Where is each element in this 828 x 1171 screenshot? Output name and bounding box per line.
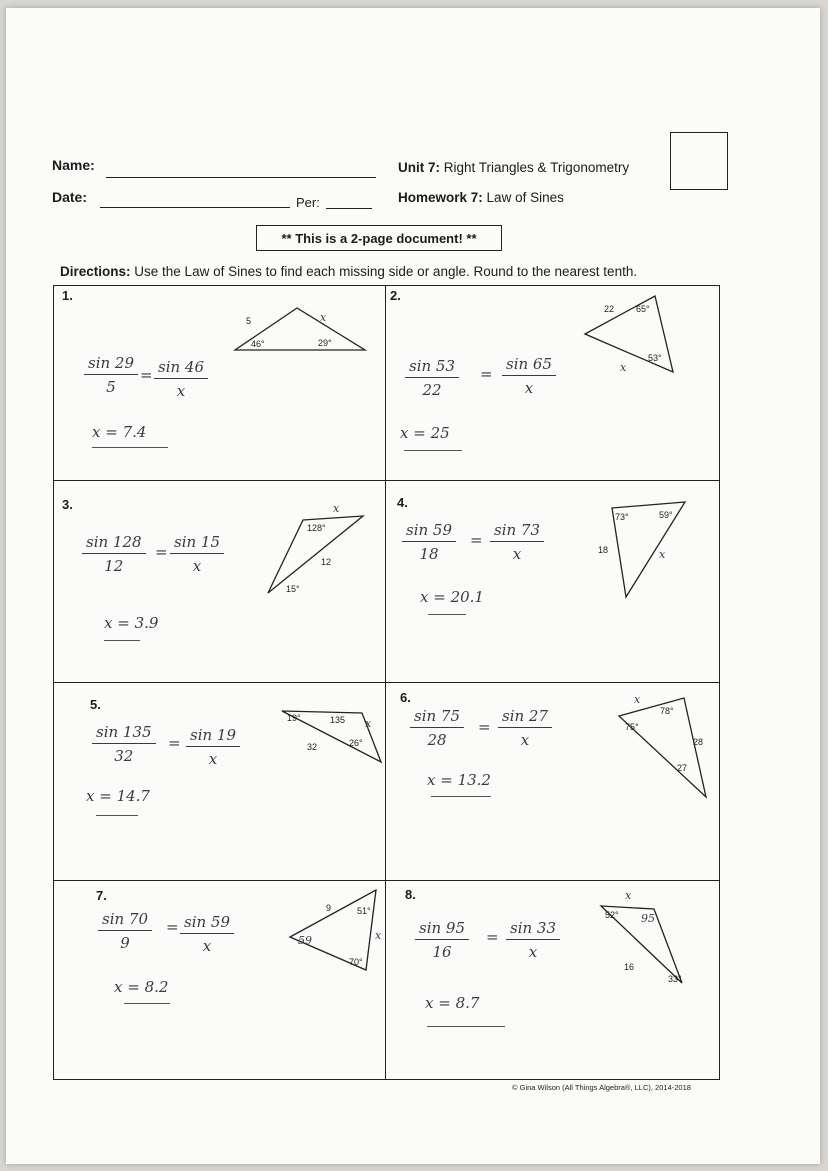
triangle-7 [290, 890, 376, 970]
p1-equals: = [140, 366, 153, 384]
p4-answer: x = 20.1 [420, 588, 484, 606]
p7-equals: = [166, 918, 179, 936]
problem-2-number: 2. [390, 288, 401, 303]
date-label: Date: [52, 189, 88, 205]
p1-fraction-right: $\frac{\sin 46}{x}$ [154, 358, 208, 400]
homework-title: Homework 7: Law of Sines [398, 190, 564, 205]
p1-answer: x = 7.4 [92, 423, 147, 441]
p6-equals: = [478, 718, 491, 736]
p4-equals: = [470, 531, 483, 549]
p6-side-label: 28 [693, 737, 704, 747]
p6-angle-3: 27 [677, 763, 688, 773]
p6-fraction-left: $\frac{\sin 75}{28}$ [410, 707, 464, 749]
problem-6-number: 6. [400, 690, 411, 705]
p2-answer: x = 25 [400, 424, 450, 442]
p3-x-label: x [333, 502, 340, 515]
p3-fraction-left: $\frac{\sin 128}{12}$ [82, 533, 146, 575]
problem-8-number: 8. [405, 887, 416, 902]
p5-angle-2: 135 [330, 715, 346, 725]
p7-answer: x = 8.2 [114, 978, 169, 996]
p4-answer-underline [428, 614, 466, 615]
p1-fraction-left: $\frac{\sin 29}{5}$ [84, 354, 138, 396]
p6-answer-underline [431, 796, 491, 797]
p4-side-label: 18 [598, 545, 609, 555]
p7-x-label: x [375, 929, 382, 942]
p8-angle-1: 52° [605, 910, 619, 920]
p5-angle-1: 19° [287, 713, 301, 723]
directions: Directions: Use the Law of Sines to find each missing side or angle. Round to the nearest tenth. [60, 264, 638, 279]
p8-x-label: x [625, 889, 632, 902]
p4-angle-1: 73° [615, 512, 629, 522]
p7-angle-2: 70° [349, 957, 363, 967]
p6-angle-2: 78° [660, 706, 674, 716]
p8-angle-3: 33° [668, 974, 682, 984]
p7-angle-1: 51° [357, 906, 371, 916]
p6-x-label: x [634, 693, 641, 706]
p8-angle-2: 95 [641, 912, 655, 925]
p8-equals: = [486, 928, 499, 946]
problem-5-number: 5. [90, 697, 101, 712]
p2-answer-underline [404, 450, 462, 451]
p4-fraction-right: $\frac{\sin 73}{x}$ [490, 521, 544, 563]
p2-angle-1: 65° [636, 304, 650, 314]
p4-x-label: x [659, 548, 666, 561]
p3-answer: x = 3.9 [104, 614, 159, 632]
p5-angle-3: 26° [349, 738, 363, 748]
two-page-notice: ** This is a 2-page document! ** [256, 225, 502, 251]
p8-answer: x = 8.7 [425, 994, 480, 1012]
p7-side-label: 9 [326, 903, 332, 913]
p3-angle-2: 15° [286, 584, 300, 594]
p6-fraction-right: $\frac{\sin 27}{x}$ [498, 707, 552, 749]
p2-x-label: x [620, 361, 627, 374]
p2-equals: = [480, 365, 493, 383]
p8-side-label: 16 [624, 962, 635, 972]
name-label: Name: [52, 157, 95, 173]
unit-title: Unit 7: Right Triangles & Trigonometry [398, 160, 630, 175]
p4-fraction-left: $\frac{\sin 59}{18}$ [402, 521, 456, 563]
p1-angle-2: 29° [318, 338, 332, 348]
p3-angle-1: 128° [307, 523, 326, 533]
problem-4-number: 4. [397, 495, 408, 510]
copyright-notice: © Gina Wilson (All Things Algebra®, LLC), 2014-2018 [512, 1083, 691, 1092]
p3-side-label: 12 [321, 557, 332, 567]
p8-fraction-left: $\frac{\sin 95}{16}$ [415, 919, 469, 961]
p1-side-label: 5 [246, 316, 252, 326]
p2-fraction-left: $\frac{\sin 53}{22}$ [405, 357, 459, 399]
p3-equals: = [155, 543, 168, 561]
p4-angle-2: 59° [659, 510, 673, 520]
problem-7-number: 7. [96, 888, 107, 903]
p2-side-label: 22 [604, 304, 615, 314]
p1-x-label: x [320, 311, 327, 324]
p8-answer-underline [427, 1026, 505, 1027]
p7-answer-underline [124, 1003, 170, 1004]
p1-angle-1: 46° [251, 339, 265, 349]
p2-angle-2: 53° [648, 353, 662, 363]
p6-answer: x = 13.2 [427, 771, 491, 789]
period-label: Per: [296, 195, 320, 210]
p1-answer-underline [92, 447, 168, 448]
p3-answer-underline [104, 640, 140, 641]
p5-fraction-left: $\frac{\sin 135}{32}$ [92, 723, 156, 765]
p6-angle-1: 75° [625, 722, 639, 732]
p5-equals: = [168, 734, 181, 752]
problem-3-number: 3. [62, 497, 73, 512]
p3-fraction-right: $\frac{\sin 15}{x}$ [170, 533, 224, 575]
p7-fraction-right: $\frac{\sin 59}{x}$ [180, 913, 234, 955]
p5-fraction-right: $\frac{\sin 19}{x}$ [186, 726, 240, 768]
p5-answer: x = 14.7 [86, 787, 150, 805]
p5-x-label: x [365, 717, 372, 730]
p7-fraction-left: $\frac{\sin 70}{9}$ [98, 910, 152, 952]
p7-angle-3: 59 [298, 934, 312, 947]
p5-answer-underline [96, 815, 138, 816]
problem-1-number: 1. [62, 288, 73, 303]
p2-fraction-right: $\frac{\sin 65}{x}$ [502, 355, 556, 397]
p8-fraction-right: $\frac{\sin 33}{x}$ [506, 919, 560, 961]
p5-side-label: 32 [307, 742, 318, 752]
